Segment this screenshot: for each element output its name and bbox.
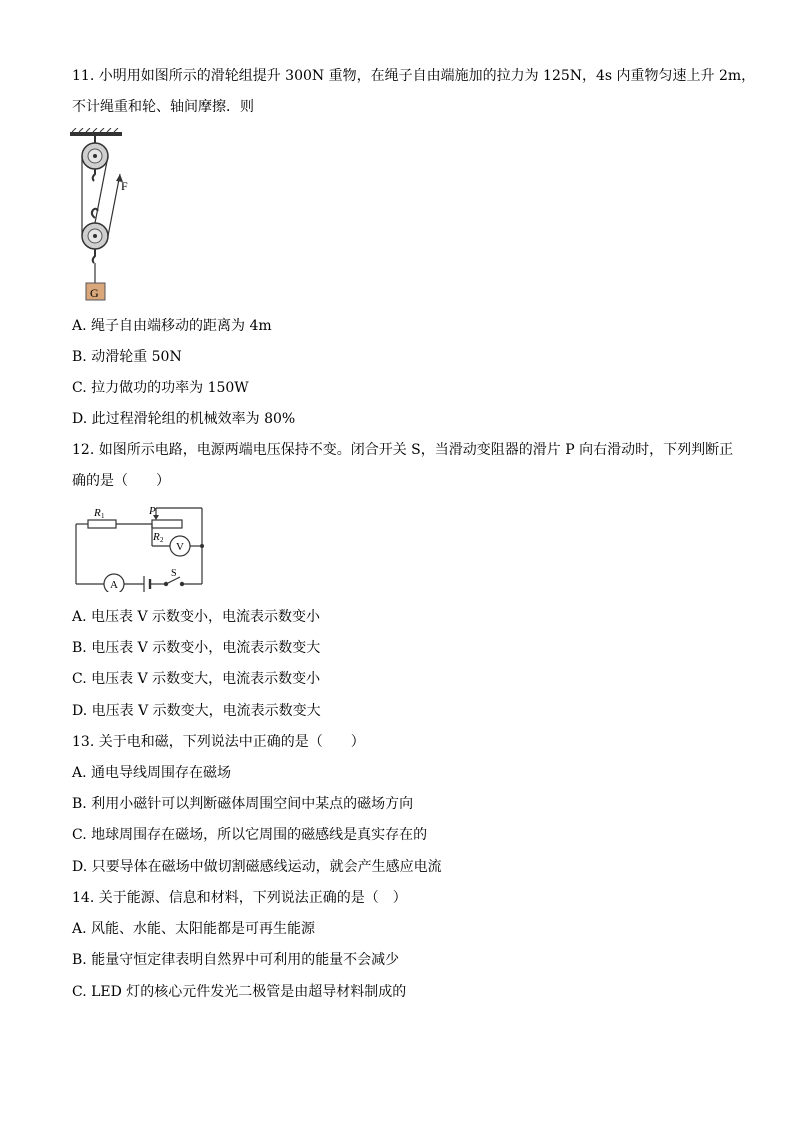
pulley-system-figure xyxy=(66,128,146,304)
q13-option-c: C. 地球周围存在磁场，所以它周围的磁感线是真实存在的 xyxy=(72,827,428,843)
q13-option-a: A. 通电导线周围存在磁场 xyxy=(72,765,232,781)
q11-stem-line1: 11. 小明用如图所示的滑轮组提升 300N 重物，在绳子自由端施加的拉力为 125N，4s 内重物匀速上升 2m， xyxy=(72,68,756,84)
r1-subscript: 1 xyxy=(101,512,105,520)
r2-label: R xyxy=(153,531,160,543)
q14-option-b: B. 能量守恒定律表明自然界中可利用的能量不会减少 xyxy=(72,952,400,968)
q11-option-b: B. 动滑轮重 50N xyxy=(72,349,182,365)
ammeter-label: A xyxy=(110,579,118,591)
r2-subscript: 2 xyxy=(160,536,164,544)
q14-stem: 14. 关于能源、信息和材料，下列说法正确的是（ ） xyxy=(72,890,407,906)
q11-option-d: D. 此过程滑轮组的机械效率为 80% xyxy=(72,411,296,427)
circuit-diagram xyxy=(70,500,210,592)
q11-option-c: C. 拉力做功的功率为 150W xyxy=(72,380,249,396)
q12-option-a: A. 电压表 V 示数变小，电流表示数变小 xyxy=(72,609,321,625)
q11-option-a: A. 绳子自由端移动的距离为 4m xyxy=(72,318,272,334)
slider-p-label: P xyxy=(149,505,156,517)
switch-label: S xyxy=(171,568,177,579)
r1-label: R xyxy=(94,507,101,519)
voltmeter-label: V xyxy=(176,541,184,553)
q13-option-b: B. 利用小磁针可以判断磁体周围空间中某点的磁场方向 xyxy=(72,796,414,812)
q12-option-d: D. 电压表 V 示数变大，电流表示数变大 xyxy=(72,703,321,719)
q11-stem-line2: 不计绳重和轮、轴间摩擦．则 xyxy=(72,99,254,115)
q12-option-c: C. 电压表 V 示数变大，电流表示数变小 xyxy=(72,671,321,687)
q14-option-c: C. LED 灯的核心元件发光二极管是由超导材料制成的 xyxy=(72,984,407,1000)
weight-label: G xyxy=(90,286,99,300)
q12-stem-line2: 确的是（ ） xyxy=(72,473,170,489)
q13-option-d: D. 只要导体在磁场中做切割磁感线运动，就会产生感应电流 xyxy=(72,859,442,875)
force-label: F xyxy=(121,179,128,193)
q13-stem: 13. 关于电和磁，下列说法中正确的是（ ） xyxy=(72,734,365,750)
q14-option-a: A. 风能、水能、太阳能都是可再生能源 xyxy=(72,921,316,937)
q12-option-b: B. 电压表 V 示数变小，电流表示数变大 xyxy=(72,640,321,656)
q12-stem-line1: 12. 如图所示电路，电源两端电压保持不变。闭合开关 S，当滑动变阻器的滑片 P 向右滑动时，下列判断正 xyxy=(72,442,734,458)
